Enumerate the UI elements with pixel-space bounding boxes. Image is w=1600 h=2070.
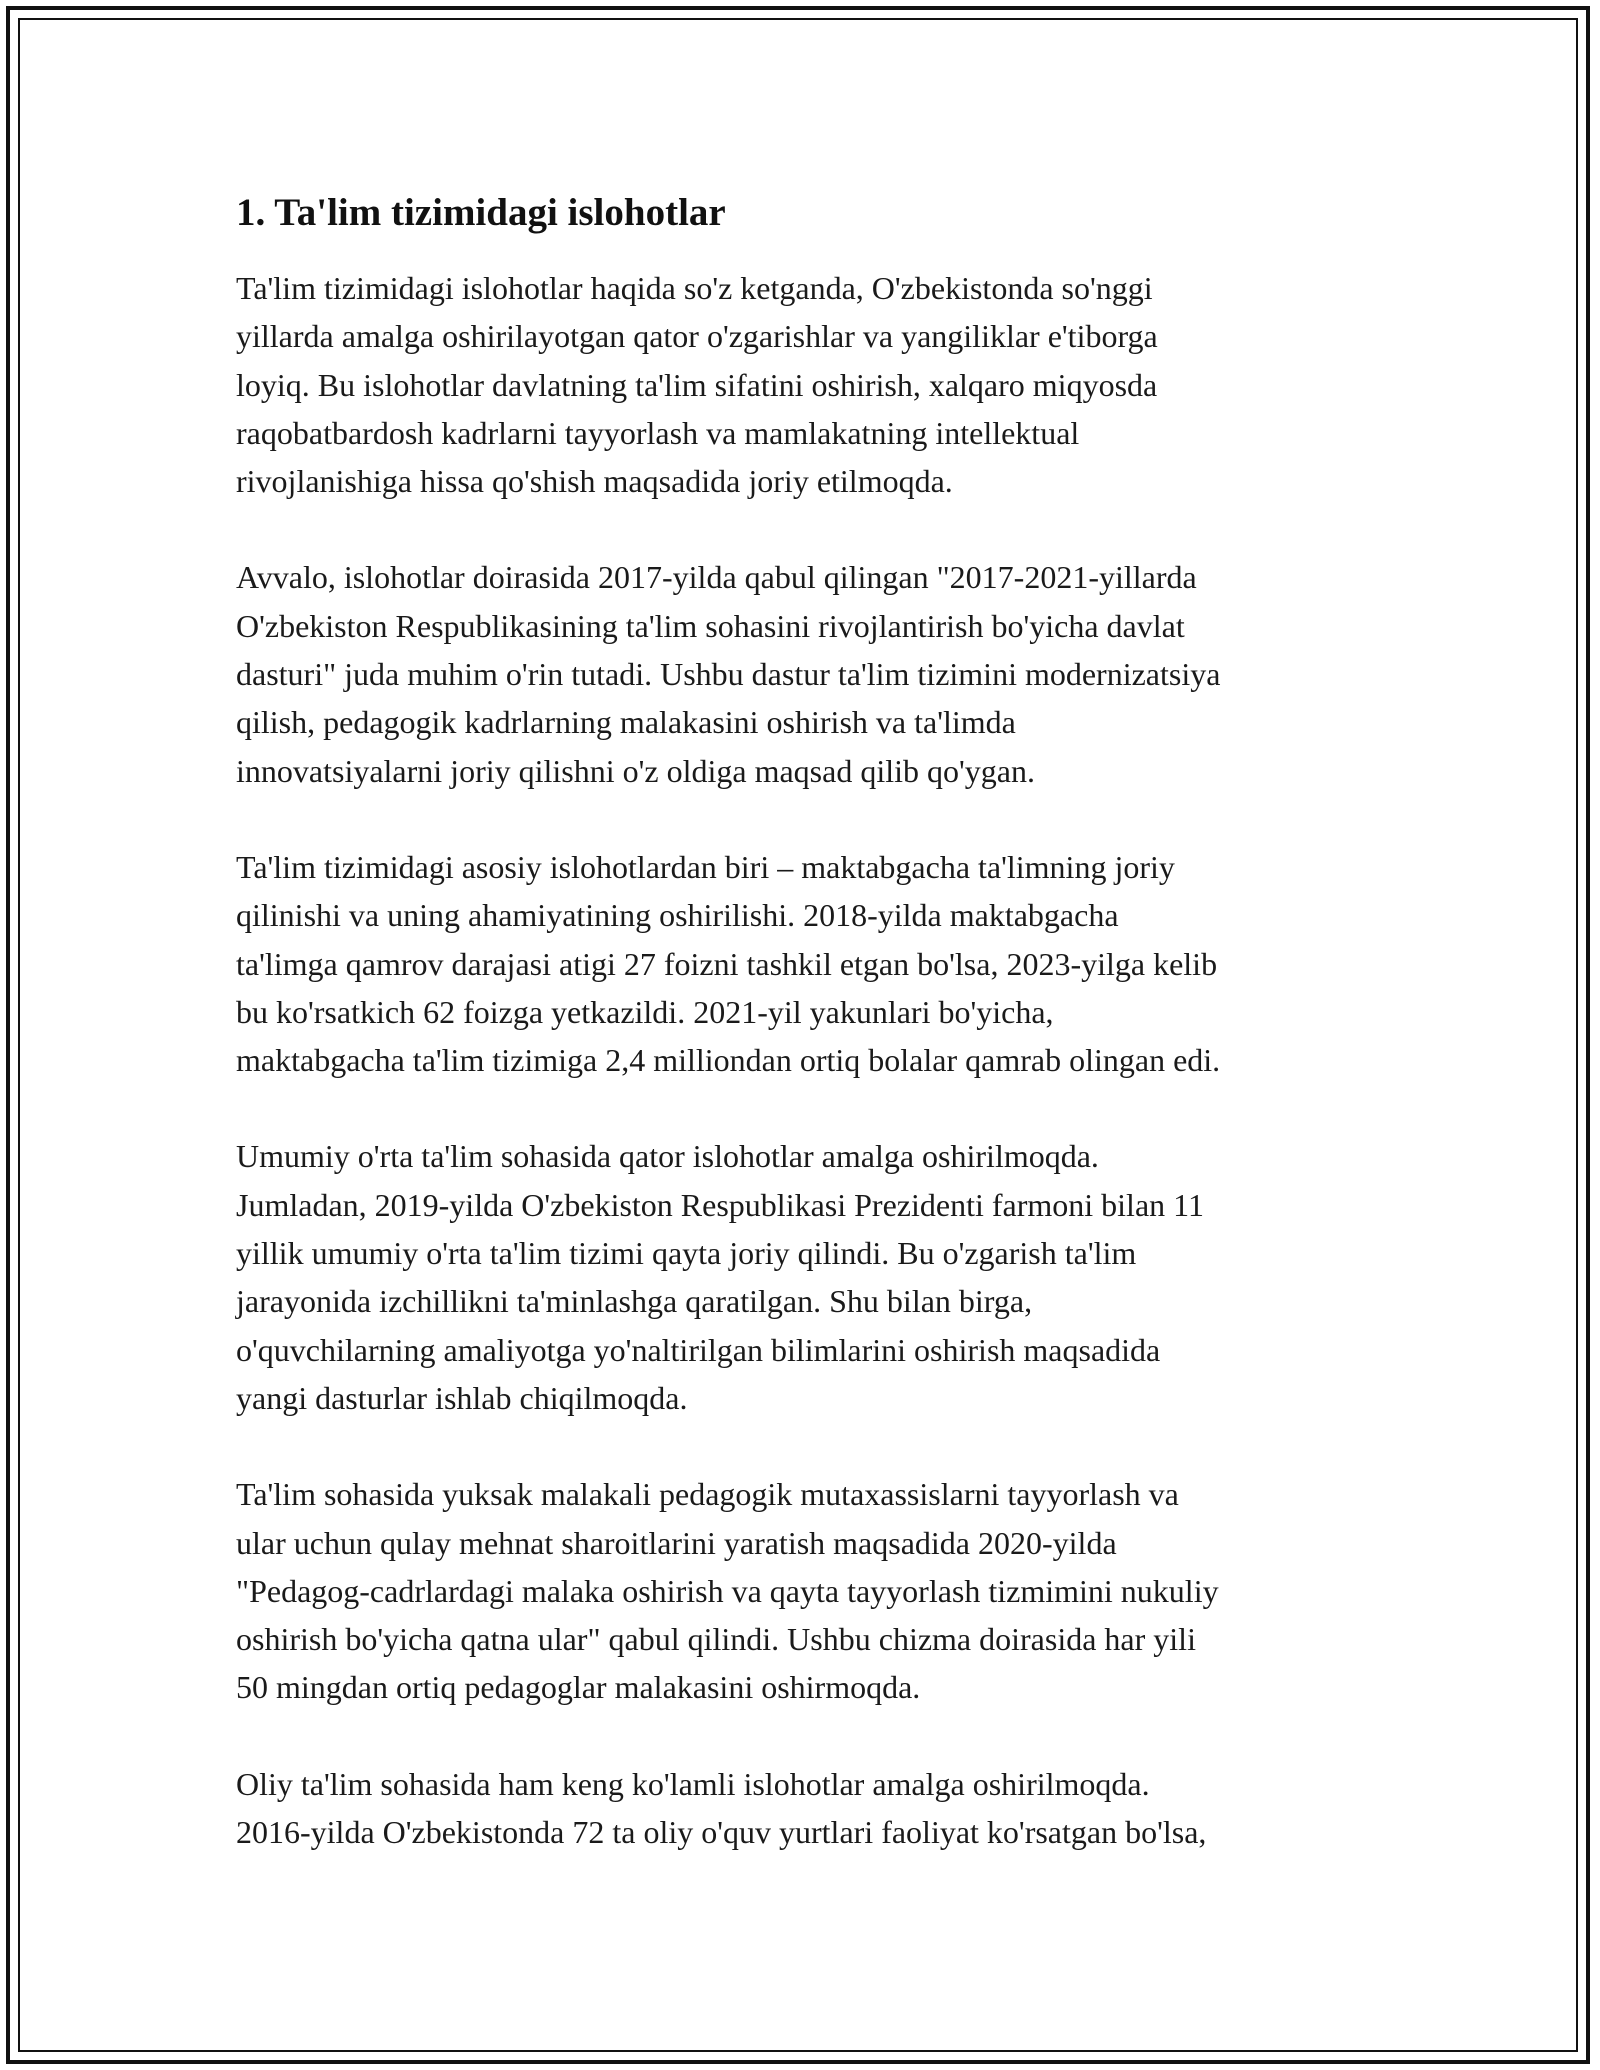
paragraph-line: qilinishi va uning ahamiyatining oshirilishi. 2018-yilda maktabgacha bbox=[236, 897, 1119, 934]
paragraph bbox=[236, 1132, 1406, 1422]
paragraph-line: oshirish bo'yicha qatna ular" qabul qilindi. Ushbu chizma doirasida har yili bbox=[236, 1621, 1196, 1658]
paragraph-line: Umumiy o'rta ta'lim sohasida qator islohotlar amalga oshirilmoqda. bbox=[236, 1138, 1099, 1175]
paragraph-line: bu ko'rsatkich 62 foizga yetkazildi. 2021-yil yakunlari bo'yicha, bbox=[236, 993, 1054, 1030]
paragraph bbox=[236, 553, 1406, 794]
paragraph-line: ta'limga qamrov darajasi atigi 27 foizni tashkil etgan bo'lsa, 2023-yilga kelib bbox=[236, 945, 1218, 982]
paragraph-list bbox=[236, 264, 1406, 1856]
paragraph-line: Ta'lim sohasida yuksak malakali pedagogik mutaxassislarni tayyorlash va bbox=[236, 1476, 1179, 1513]
paragraph-line: yangi dasturlar ishlab chiqilmoqda. bbox=[236, 1379, 688, 1416]
paragraph-line: yillarda amalga oshirilayotgan qator o'zgarishlar va yangiliklar e'tiborga bbox=[236, 318, 1158, 355]
paragraph-line: jarayonida izchillikni ta'minlashga qaratilgan. Shu bilan birga, bbox=[236, 1283, 1033, 1320]
paragraph-line: 50 mingdan ortiq pedagoglar malakasini oshirmoqda. bbox=[236, 1669, 921, 1706]
paragraph-line: Avvalo, islohotlar doirasida 2017-yilda qabul qilingan "2017-2021-yillarda bbox=[236, 559, 1197, 596]
paragraph-line: Oliy ta'lim sohasida ham keng ko'lamli islohotlar amalga oshirilmoqda. bbox=[236, 1765, 1150, 1802]
paragraph-line: rivojlanishiga hissa qo'shish maqsadida joriy etilmoqda. bbox=[236, 463, 953, 500]
paragraph bbox=[236, 1470, 1406, 1711]
paragraph bbox=[236, 1760, 1406, 1857]
paragraph-line: ular uchun qulay mehnat sharoitlarini yaratish maqsadida 2020-yilda bbox=[236, 1524, 1117, 1561]
paragraph-line: maktabgacha ta'lim tizimiga 2,4 milliondan ortiq bolalar qamrab olingan edi. bbox=[236, 1042, 1221, 1079]
paragraph bbox=[236, 264, 1406, 505]
paragraph-line: Ta'lim tizimidagi asosiy islohotlardan biri – maktabgacha ta'limning joriy bbox=[236, 848, 1175, 885]
paragraph-line: O'zbekiston Respublikasining ta'lim sohasini rivojlantirish bo'yicha davlat bbox=[236, 607, 1185, 644]
paragraph bbox=[236, 843, 1406, 1084]
paragraph-line: o'quvchilarning amaliyotga yo'naltirilgan bilimlarini oshirish maqsadida bbox=[236, 1331, 1161, 1368]
section-heading: 1. Ta'lim tizimidagi islohotlar bbox=[236, 191, 726, 234]
paragraph-line: innovatsiyalarni joriy qilishni o'z oldiga maqsad qilib qo'ygan. bbox=[236, 752, 1035, 789]
paragraph-line: loyiq. Bu islohotlar davlatning ta'lim sifatini oshirish, xalqaro miqyosda bbox=[236, 366, 1158, 403]
paragraph-line: yillik umumiy o'rta ta'lim tizimi qayta joriy qilindi. Bu o'zgarish ta'lim bbox=[236, 1235, 1137, 1272]
paragraph-line: dasturi" juda muhim o'rin tutadi. Ushbu dastur ta'lim tizimini modernizatsiya bbox=[236, 656, 1221, 693]
document-body bbox=[236, 188, 1406, 1904]
paragraph-line: raqobatbardosh kadrlarni tayyorlash va mamlakatning intellektual bbox=[236, 414, 1080, 451]
paragraph-line: Ta'lim tizimidagi islohotlar haqida so'z ketganda, O'zbekistonda so'nggi bbox=[236, 270, 1153, 306]
paragraph-line: Jumladan, 2019-yilda O'zbekiston Respublikasi Prezidenti farmoni bilan 11 bbox=[236, 1186, 1204, 1223]
paragraph-line: qilish, pedagogik kadrlarning malakasini oshirish va ta'limda bbox=[236, 704, 1016, 741]
paragraph-line: "Pedagog-cadrlardagi malaka oshirish va qayta tayyorlash tizmimini nukuliy bbox=[236, 1572, 1219, 1609]
paragraph-line: 2016-yilda O'zbekistonda 72 ta oliy o'quv yurtlari faoliyat ko'rsatgan bo'lsa, bbox=[236, 1814, 1207, 1851]
